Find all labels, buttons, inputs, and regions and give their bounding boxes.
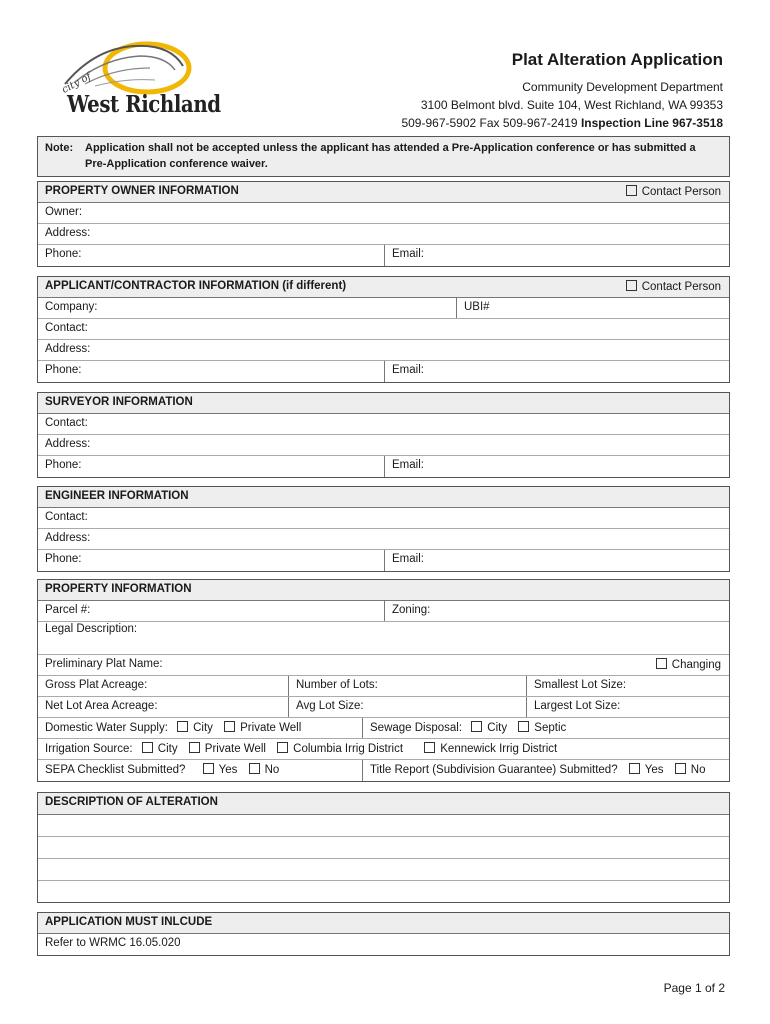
surveyor-contact-field[interactable]: Contact: [45, 417, 88, 429]
applicant-contact-row [38, 319, 729, 340]
engineer-contact-row [38, 508, 729, 529]
sepa-label: SEPA Checklist Submitted? [45, 764, 186, 776]
irrigation-city-label: City [157, 743, 178, 755]
surveyor-phone-row [38, 456, 729, 477]
net-area-row [38, 697, 729, 718]
contact-person-checkbox[interactable] [626, 280, 637, 291]
applicant-company-row [38, 298, 729, 319]
legal-description-field[interactable]: Legal Description: [45, 623, 138, 635]
surveyor-phone-field[interactable]: Phone: [45, 459, 82, 471]
irrigation-row [38, 739, 729, 760]
note-line-2: Pre-Application conference waiver. [85, 158, 268, 170]
engineer-email-field[interactable]: Email: [384, 550, 729, 571]
surveyor-address-row [38, 435, 729, 456]
contact-person-checkbox[interactable] [626, 185, 637, 196]
zoning-field[interactable]: Zoning: [384, 601, 729, 621]
kennewick-irrig-checkbox[interactable] [424, 742, 435, 753]
header [401, 50, 723, 132]
company-field[interactable]: Company: [45, 301, 98, 313]
sepa-row [38, 760, 729, 781]
description-line-2[interactable] [38, 837, 729, 859]
utilities-row [38, 718, 729, 739]
irrigation-label: Irrigation Source: [45, 743, 133, 755]
title-no-checkbox[interactable] [675, 763, 686, 774]
property-heading: PROPERTY INFORMATION [45, 583, 192, 595]
parcel-field[interactable]: Parcel #: [45, 604, 91, 616]
irrigation-private-well-checkbox[interactable] [189, 742, 200, 753]
owner-email-field[interactable]: Email: [384, 245, 729, 266]
applicant-section [37, 276, 730, 383]
net-lot-area-field[interactable]: Net Lot Area Acreage: [45, 700, 158, 712]
water-city-checkbox[interactable] [177, 721, 188, 732]
sewage-group [362, 718, 729, 738]
title-yes-label: Yes [644, 764, 664, 776]
sewage-city-checkbox[interactable] [471, 721, 482, 732]
title-report-group [362, 760, 729, 781]
page-title: Plat Alteration Application [511, 50, 723, 69]
contact-person-label: Contact Person [641, 281, 721, 293]
contact-line [401, 114, 723, 132]
sewage-septic-checkbox[interactable] [518, 721, 529, 732]
largest-lot-field[interactable]: Largest Lot Size: [526, 697, 729, 717]
phone-fax: 509-967-5902 Fax 509-967-2419 [401, 116, 578, 130]
owner-address-row [38, 224, 729, 245]
owner-address-field[interactable]: Address: [45, 227, 91, 239]
owner-contact-person-option[interactable] [620, 185, 721, 198]
surveyor-contact-row [38, 414, 729, 435]
description-section [37, 792, 730, 903]
section-header [38, 913, 729, 934]
engineer-phone-field[interactable]: Phone: [45, 553, 82, 565]
smallest-lot-field[interactable]: Smallest Lot Size: [526, 676, 729, 696]
water-city-label: City [193, 722, 213, 734]
applicant-contact-person-option[interactable] [620, 280, 721, 293]
description-line-4[interactable] [38, 881, 729, 902]
owner-phone-field[interactable]: Phone: [45, 248, 82, 260]
irrigation-group [38, 739, 729, 759]
columbia-irrig-checkbox[interactable] [277, 742, 288, 753]
legal-row [38, 622, 729, 655]
department-name: Community Development Department [522, 80, 723, 94]
surveyor-section [37, 392, 730, 478]
engineer-address-field[interactable]: Address: [45, 532, 91, 544]
water-private-well-checkbox[interactable] [224, 721, 235, 732]
applicant-phone-row [38, 361, 729, 382]
applicant-address-field[interactable]: Address: [45, 343, 91, 355]
gross-acreage-field[interactable]: Gross Plat Acreage: [45, 679, 148, 691]
owner-section [37, 181, 730, 267]
owner-field-row [38, 203, 729, 224]
changing-label: Changing [671, 659, 721, 671]
parcel-row [38, 601, 729, 622]
engineer-heading: ENGINEER INFORMATION [45, 490, 189, 502]
ubi-field[interactable]: UBI# [456, 298, 729, 318]
sepa-group [38, 760, 362, 781]
preliminary-plat-name-field[interactable]: Preliminary Plat Name: [45, 658, 163, 670]
applicant-phone-field[interactable]: Phone: [45, 364, 82, 376]
logo-city-of: city of [60, 71, 94, 96]
owner-phone-row [38, 245, 729, 266]
wrmc-reference: Refer to WRMC 16.05.020 [45, 937, 181, 949]
owner-name-field[interactable]: Owner: [45, 206, 83, 218]
owner-heading: PROPERTY OWNER INFORMATION [45, 185, 239, 197]
applicant-heading: APPLICANT/CONTRACTOR INFORMATION (if different) [45, 280, 347, 292]
sepa-no-checkbox[interactable] [249, 763, 260, 774]
section-header [38, 580, 729, 601]
section-header [38, 393, 729, 414]
city-logo [55, 38, 221, 128]
surveyor-heading: SURVEYOR INFORMATION [45, 396, 193, 408]
columbia-irrig-label: Columbia Irrig District [293, 743, 404, 755]
applicant-contact-field[interactable]: Contact: [45, 322, 88, 334]
engineer-address-row [38, 529, 729, 550]
water-supply-label: Domestic Water Supply: [45, 722, 168, 734]
note-box [37, 136, 730, 177]
description-heading: DESCRIPTION OF ALTERATION [45, 796, 218, 808]
water-supply-group [38, 718, 362, 738]
section-header [38, 277, 729, 298]
changing-checkbox[interactable] [656, 658, 667, 669]
logo-name: West Richland [67, 91, 221, 118]
department-address: 3100 Belmont blvd. Suite 104, West Richland, WA 99353 [420, 98, 723, 112]
surveyor-email-field[interactable]: Email: [384, 456, 729, 477]
section-header [38, 793, 729, 815]
acreage-row [38, 676, 729, 697]
kennewick-irrig-label: Kennewick Irrig District [440, 743, 558, 755]
must-include-section [37, 912, 730, 956]
engineer-section [37, 486, 730, 572]
sewage-city-label: City [487, 722, 508, 734]
number-of-lots-field[interactable]: Number of Lots: [288, 676, 526, 696]
contact-person-label: Contact Person [641, 186, 721, 198]
avg-lot-size-field[interactable]: Avg Lot Size: [288, 697, 526, 717]
sepa-yes-label: Yes [218, 764, 238, 776]
title-report-label: Title Report (Subdivision Guarantee) Submitted? [370, 764, 618, 776]
note-label: Note: [45, 142, 74, 154]
title-no-label: No [690, 764, 706, 776]
prelim-row [38, 655, 729, 676]
irrigation-city-checkbox[interactable] [142, 742, 153, 753]
must-include-heading: APPLICATION MUST INLCUDE [45, 916, 213, 928]
applicant-email-field[interactable]: Email: [384, 361, 729, 382]
irrigation-private-well-label: Private Well [204, 743, 266, 755]
property-section [37, 579, 730, 782]
title-yes-checkbox[interactable] [629, 763, 640, 774]
page-number: Page 1 of 2 [663, 981, 725, 995]
sewage-septic-label: Septic [534, 722, 567, 734]
surveyor-address-field[interactable]: Address: [45, 438, 91, 450]
water-private-well-label: Private Well [240, 722, 302, 734]
changing-option[interactable] [650, 658, 721, 671]
description-line-1[interactable] [38, 815, 729, 837]
description-line-3[interactable] [38, 859, 729, 881]
inspection-line: Inspection Line 967-3518 [580, 116, 723, 130]
note-line-1: Application shall not be accepted unless the applicant has attended a Pre-Application conference or has submitted a [85, 142, 696, 154]
sewage-label: Sewage Disposal: [370, 722, 463, 734]
sepa-no-label: No [264, 764, 280, 776]
engineer-phone-row [38, 550, 729, 571]
sepa-yes-checkbox[interactable] [203, 763, 214, 774]
section-header [38, 182, 729, 203]
section-header [38, 487, 729, 508]
must-include-row [38, 934, 729, 955]
engineer-contact-field[interactable]: Contact: [45, 511, 88, 523]
applicant-address-row [38, 340, 729, 361]
